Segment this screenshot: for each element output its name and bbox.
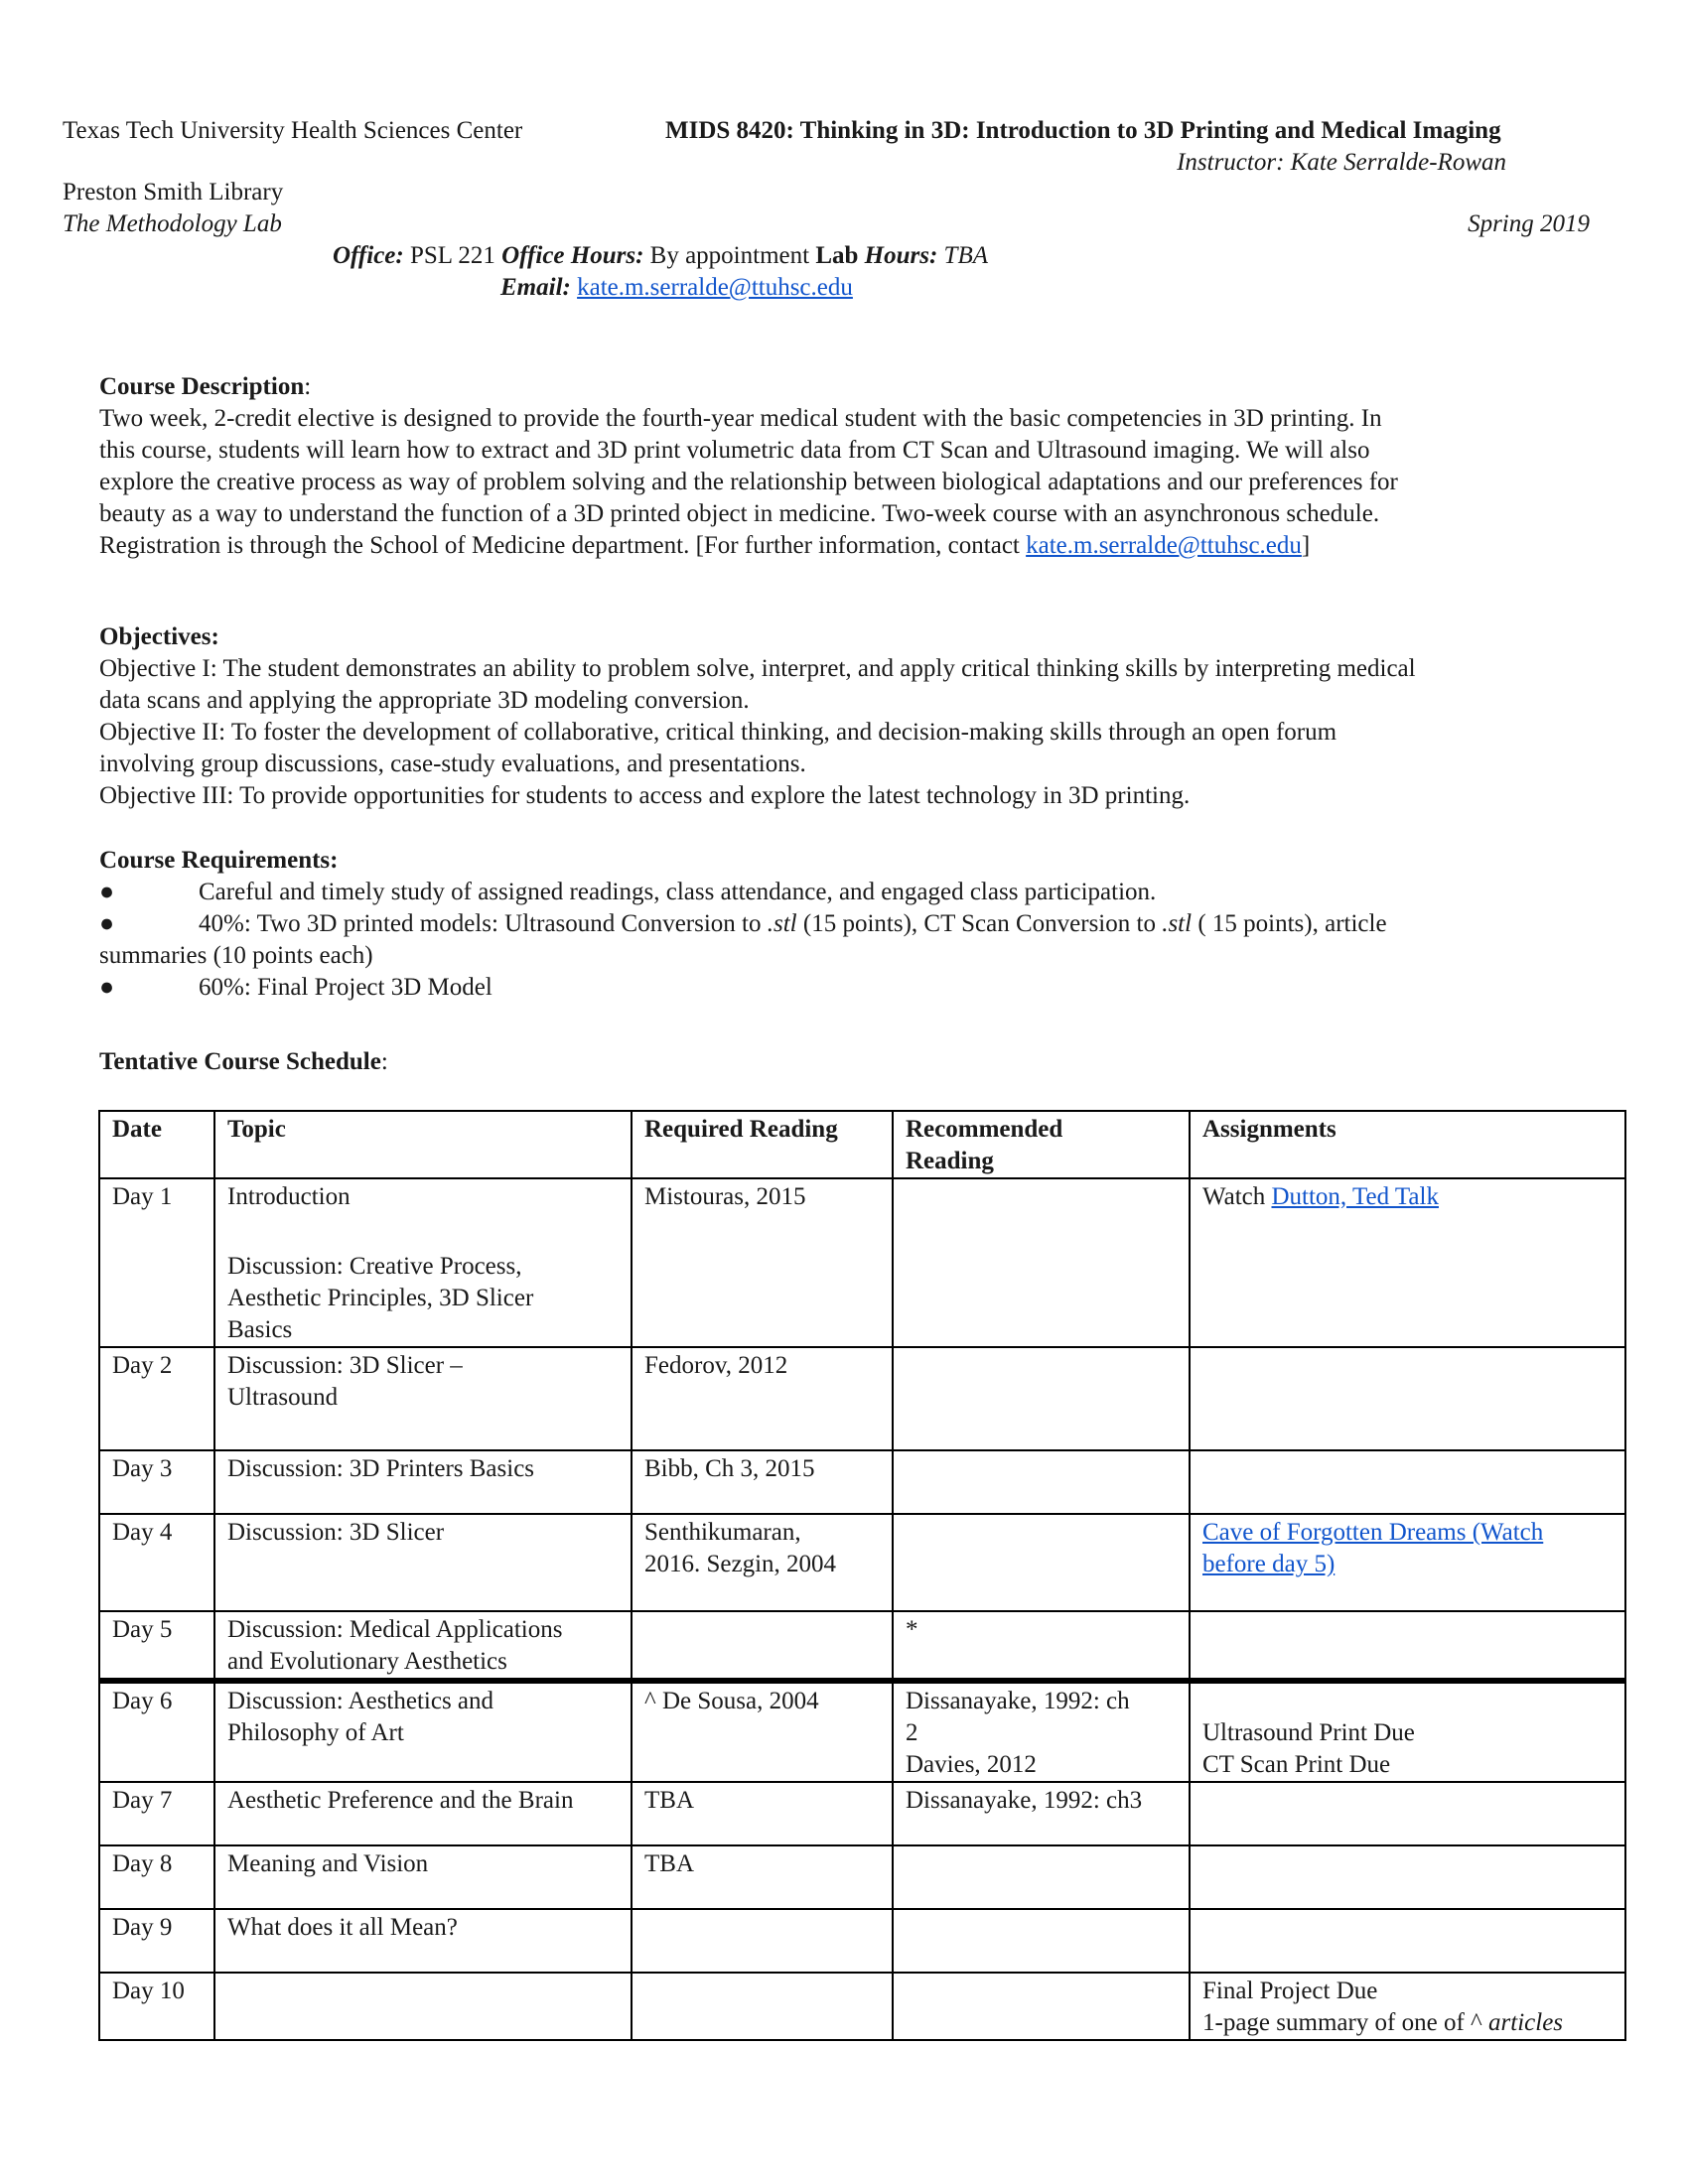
table-row xyxy=(99,1178,1625,1347)
col-required: Required Reading xyxy=(632,1111,893,1178)
email-label: Email: xyxy=(500,274,571,301)
objective-line: Objective I: The student demonstrates an ability to problem solve, interpret, and apply critical thinking skills by interpreting medical xyxy=(99,655,1416,682)
table-row xyxy=(99,1845,1625,1909)
cell-assignments xyxy=(1190,1782,1625,1845)
topic-line: Philosophy of Art xyxy=(227,1719,404,1746)
cell-required xyxy=(632,1973,893,2040)
institution-name: Texas Tech University Health Sciences Center xyxy=(63,117,523,144)
topic-line: Ultrasound xyxy=(227,1384,339,1411)
assignment-line: Final Project Due xyxy=(1202,1978,1378,2004)
required-line: Senthikumaran, xyxy=(644,1519,801,1546)
lab-label: Lab xyxy=(815,242,859,269)
cell-recommended xyxy=(893,1514,1190,1611)
description-heading: Course Description xyxy=(99,373,305,400)
cell-required: Bibb, Ch 3, 2015 xyxy=(632,1450,893,1514)
cell-topic: Meaning and Vision xyxy=(214,1845,632,1909)
cell-topic: Discussion: 3D Slicer xyxy=(214,1514,632,1611)
email-line xyxy=(500,272,853,304)
recommended-line: Davies, 2012 xyxy=(906,1751,1037,1778)
description-text: ] xyxy=(1301,532,1311,559)
cell-topic: Aesthetic Preference and the Brain xyxy=(214,1782,632,1845)
table-row xyxy=(99,1782,1625,1845)
requirements-heading: Course Requirements: xyxy=(99,847,339,874)
cell-recommended: Dissanayake, 1992: ch3 xyxy=(893,1782,1190,1845)
schedule-colon: : xyxy=(380,1048,388,1075)
cell-recommended xyxy=(893,1347,1190,1450)
office-value: PSL 221 xyxy=(403,242,502,269)
cell-date: Day 7 xyxy=(99,1782,214,1845)
office-hours-value: By appointment xyxy=(643,242,816,269)
cell-required: ^ De Sousa, 2004 xyxy=(632,1681,893,1782)
instructor-name: Instructor: Kate Serralde-Rowan xyxy=(1177,149,1506,176)
course-description xyxy=(99,371,1569,562)
col-recommended-1: Recommended xyxy=(906,1116,1063,1143)
cell-date: Day 3 xyxy=(99,1450,214,1514)
cell-assignments xyxy=(1190,1450,1625,1514)
topic-line: Introduction xyxy=(227,1183,351,1210)
table-row xyxy=(99,1611,1625,1681)
requirement-text: 40%: Two 3D printed models: Ultrasound Conversion to xyxy=(199,910,768,937)
objectives-heading: Objectives: xyxy=(99,623,219,650)
cell-recommended: * xyxy=(893,1611,1190,1681)
cell-date: Day 9 xyxy=(99,1909,214,1973)
description-line: Two week, 2-credit elective is designed to provide the fourth-year medical student with the basic competencies in 3D printing. In xyxy=(99,405,1382,432)
library-name: Preston Smith Library xyxy=(63,179,284,205)
assignment-line: 1-page summary of one of ^ xyxy=(1202,2009,1489,2036)
description-line: this course, students will learn how to extract and 3D print volumetric data from CT Scan and Ultrasound imaging. We will also xyxy=(99,437,1370,464)
cell-assignments xyxy=(1190,1909,1625,1973)
email-link[interactable]: kate.m.serralde@ttuhsc.edu xyxy=(577,274,853,301)
table-row xyxy=(99,1347,1625,1450)
cave-of-forgotten-dreams-link[interactable]: before day 5) xyxy=(1202,1551,1336,1577)
table-row xyxy=(99,1909,1625,1973)
hours-label: Hours: xyxy=(858,242,938,269)
cell-assignments xyxy=(1190,1347,1625,1450)
recommended-line: Dissanayake, 1992: ch xyxy=(906,1688,1130,1714)
table-row xyxy=(99,1973,1625,2040)
cell-topic: Discussion: 3D Printers Basics xyxy=(214,1450,632,1514)
cell-assignments xyxy=(1190,1845,1625,1909)
lab-name: The Methodology Lab xyxy=(63,210,282,237)
cell-topic xyxy=(214,1973,632,2040)
course-requirements xyxy=(99,845,1569,1004)
cell-assignments xyxy=(1190,1611,1625,1681)
cell-assignments xyxy=(1190,1681,1625,1782)
lab-hours-value: TBA xyxy=(937,242,988,269)
description-line: explore the creative process as way of problem solving and the relationship between biological adaptations and our preferences for xyxy=(99,469,1398,495)
col-topic: Topic xyxy=(214,1111,632,1178)
requirement-item xyxy=(99,972,1569,1004)
assignment-line: Ultrasound Print Due xyxy=(1202,1719,1415,1746)
cell-recommended xyxy=(893,1681,1190,1782)
schedule-heading xyxy=(99,1046,388,1078)
topic-line: Discussion: Creative Process, xyxy=(227,1253,522,1280)
cell-assignments xyxy=(1190,1178,1625,1347)
office-hours-label: Office Hours: xyxy=(501,242,644,269)
stl-text: .stl xyxy=(1162,910,1193,937)
bullet-icon: ● xyxy=(99,974,115,1001)
schedule-heading-text: Tentative Course Schedule xyxy=(99,1048,381,1075)
recommended-line: 2 xyxy=(906,1719,918,1746)
cell-required xyxy=(632,1909,893,1973)
cell-topic xyxy=(214,1178,632,1347)
table-row xyxy=(99,1514,1625,1611)
objectives xyxy=(99,621,1569,812)
cell-required xyxy=(632,1514,893,1611)
cell-topic: What does it all Mean? xyxy=(214,1909,632,1973)
stl-text: .stl xyxy=(767,910,797,937)
requirement-text: (15 points), CT Scan Conversion to xyxy=(796,910,1163,937)
table-header-row xyxy=(99,1111,1625,1178)
cell-required xyxy=(632,1611,893,1681)
topic-line: and Evolutionary Aesthetics xyxy=(227,1648,507,1675)
assignment-articles: articles xyxy=(1488,2009,1564,2036)
topic-line: Aesthetic Principles, 3D Slicer xyxy=(227,1285,534,1311)
requirement-item xyxy=(99,877,1569,908)
objective-line: Objective II: To foster the development of collaborative, critical thinking, and decision-making skills through an open forum xyxy=(99,719,1337,746)
bullet-icon: ● xyxy=(99,910,115,937)
term: Spring 2019 xyxy=(1468,210,1590,237)
cell-required: Fedorov, 2012 xyxy=(632,1347,893,1450)
assignment-text: Watch xyxy=(1202,1183,1272,1210)
office-line xyxy=(333,240,988,272)
cell-recommended xyxy=(893,1909,1190,1973)
table-row xyxy=(99,1450,1625,1514)
cell-assignments xyxy=(1190,1973,1625,2040)
required-line: 2016. Sezgin, 2004 xyxy=(644,1551,837,1577)
requirement-text: ( 15 points), article xyxy=(1192,910,1387,937)
cell-date: Day 8 xyxy=(99,1845,214,1909)
cell-recommended xyxy=(893,1450,1190,1514)
cell-recommended xyxy=(893,1973,1190,2040)
topic-line: Discussion: Medical Applications xyxy=(227,1616,563,1643)
cell-topic xyxy=(214,1681,632,1782)
cell-required: TBA xyxy=(632,1782,893,1845)
office-label: Office: xyxy=(333,242,404,269)
requirement-text: Careful and timely study of assigned readings, class attendance, and engaged class participation. xyxy=(199,879,1157,905)
cell-date: Day 4 xyxy=(99,1514,214,1611)
cell-date: Day 5 xyxy=(99,1611,214,1681)
objective-line: involving group discussions, case-study evaluations, and presentations. xyxy=(99,751,806,777)
ted-talk-link[interactable]: Dutton, Ted Talk xyxy=(1271,1183,1439,1210)
topic-line: Discussion: 3D Slicer – xyxy=(227,1352,463,1379)
topic-line: Discussion: Aesthetics and xyxy=(227,1688,494,1714)
cell-topic xyxy=(214,1347,632,1450)
course-title: MIDS 8420: Thinking in 3D: Introduction to 3D Printing and Medical Imaging xyxy=(665,117,1501,144)
contact-email-link[interactable]: kate.m.serralde@ttuhsc.edu xyxy=(1026,532,1302,559)
cell-assignments xyxy=(1190,1514,1625,1611)
description-line: beauty as a way to understand the function of a 3D printed object in medicine. Two-week course with an asynchronous schedule. xyxy=(99,500,1380,527)
col-date: Date xyxy=(99,1111,214,1178)
bullet-icon: ● xyxy=(99,879,115,905)
cave-of-forgotten-dreams-link[interactable]: Cave of Forgotten Dreams (Watch xyxy=(1202,1519,1544,1546)
cell-required: TBA xyxy=(632,1845,893,1909)
cell-topic xyxy=(214,1611,632,1681)
cell-date: Day 2 xyxy=(99,1347,214,1450)
cell-recommended xyxy=(893,1845,1190,1909)
requirement-item xyxy=(99,908,1569,940)
description-text: Registration is through the School of Medicine department. [For further information, contact xyxy=(99,532,1027,559)
schedule-table xyxy=(98,1110,1626,2041)
cell-date: Day 6 xyxy=(99,1681,214,1782)
objective-line: data scans and applying the appropriate 3D modeling conversion. xyxy=(99,687,750,714)
col-recommended xyxy=(893,1111,1190,1178)
table-row xyxy=(99,1681,1625,1782)
topic-line: Basics xyxy=(227,1316,293,1343)
objective-line: Objective III: To provide opportunities for students to access and explore the latest technology in 3D printing. xyxy=(99,782,1191,809)
requirement-text: 60%: Final Project 3D Model xyxy=(199,974,492,1001)
cell-recommended xyxy=(893,1178,1190,1347)
assignment-line: CT Scan Print Due xyxy=(1202,1751,1391,1778)
cell-date: Day 1 xyxy=(99,1178,214,1347)
requirement-text: summaries (10 points each) xyxy=(99,942,373,969)
col-assignments: Assignments xyxy=(1190,1111,1625,1178)
col-recommended-2: Reading xyxy=(906,1148,994,1174)
description-colon: : xyxy=(304,373,312,400)
description-line xyxy=(99,530,1569,562)
cell-required: Mistouras, 2015 xyxy=(632,1178,893,1347)
cell-date: Day 10 xyxy=(99,1973,214,2040)
